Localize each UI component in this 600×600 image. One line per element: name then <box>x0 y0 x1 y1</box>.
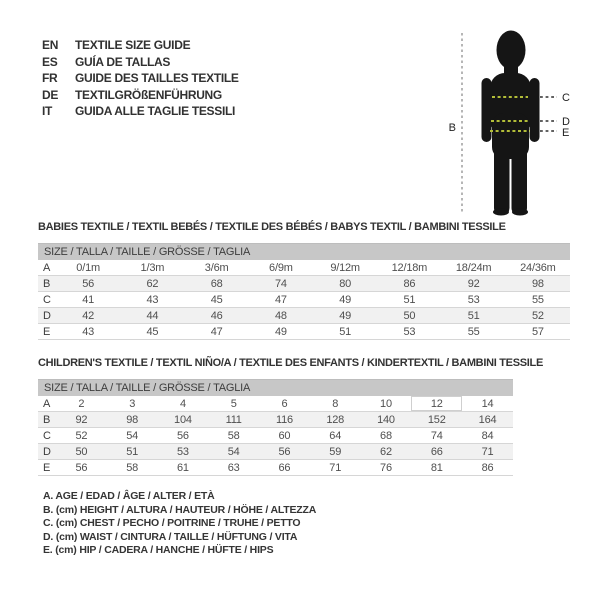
table-cell: 68 <box>361 428 412 444</box>
legend-item: D. (cm) WAIST / CINTURA / TAILLE / HÜFTUNG / VITA <box>43 530 298 543</box>
table-cell: 80 <box>313 276 377 292</box>
table-cell: 3/6m <box>185 260 249 276</box>
table-cell: 59 <box>310 444 361 460</box>
table-row-B <box>38 276 570 292</box>
table-cell: 3 <box>107 396 158 412</box>
table-cell: 56 <box>259 444 310 460</box>
table-cell: 74 <box>411 428 462 444</box>
table-cell: 48 <box>249 308 313 324</box>
height-label: B <box>448 122 456 134</box>
table-cell: 51 <box>107 444 158 460</box>
table-cell: 56 <box>56 276 120 292</box>
table-cell: 58 <box>208 428 259 444</box>
table-cell: 53 <box>158 444 209 460</box>
table-cell: 0/1m <box>56 260 120 276</box>
table-cell: 98 <box>107 412 158 428</box>
measurement-legend <box>43 490 316 558</box>
table-cell: 55 <box>442 324 506 340</box>
children-table-title: CHILDREN'S TEXTILE / TEXTIL NIÑO/A / TEXTILE DES ENFANTS / KINDERTEXTIL / BAMBINI TESSILE <box>38 357 543 369</box>
table-cell: 68 <box>185 276 249 292</box>
legend-item: A. AGE / EDAD / ÂGE / ALTER / ETÀ <box>43 490 215 502</box>
row-label: D <box>38 444 56 460</box>
table-cell: 2 <box>56 396 107 412</box>
table-cell: 63 <box>208 460 259 476</box>
table-cell: 58 <box>107 460 158 476</box>
table-cell: 1/3m <box>120 260 184 276</box>
language-guide <box>42 37 239 120</box>
table-cell: 47 <box>249 292 313 308</box>
table-cell: 47 <box>185 324 249 340</box>
language-code: FR <box>42 71 58 86</box>
table-cell: 64 <box>310 428 361 444</box>
table-cell: 128 <box>310 412 361 428</box>
table-cell: 92 <box>442 276 506 292</box>
row-label: A <box>38 260 56 276</box>
table-cell: 18/24m <box>442 260 506 276</box>
table-header-cell: SIZE / TALLA / TAILLE / GRÖSSE / TAGLIA <box>38 380 513 397</box>
table-row-A <box>38 260 570 276</box>
table-cell: 45 <box>185 292 249 308</box>
table-row-C <box>38 292 570 308</box>
table-cell: 62 <box>120 276 184 292</box>
table-cell: 111 <box>208 412 259 428</box>
table-row-B <box>38 412 513 428</box>
table-cell: 98 <box>506 276 570 292</box>
table-cell: 53 <box>377 324 441 340</box>
table-cell: 6/9m <box>249 260 313 276</box>
babies-section <box>38 221 570 340</box>
table-row-D <box>38 444 513 460</box>
table-cell: 8 <box>310 396 361 412</box>
table-cell: 57 <box>506 324 570 340</box>
table-cell: 12 <box>411 396 462 412</box>
table-cell: 61 <box>158 460 209 476</box>
table-row-E <box>38 460 513 476</box>
table-cell: 51 <box>377 292 441 308</box>
table-cell: 66 <box>411 444 462 460</box>
row-label: B <box>38 412 56 428</box>
table-cell: 44 <box>120 308 184 324</box>
table-cell: 60 <box>259 428 310 444</box>
table-cell: 41 <box>56 292 120 308</box>
language-row <box>42 37 239 54</box>
table-cell: 81 <box>411 460 462 476</box>
child-silhouette <box>482 31 540 216</box>
table-cell: 56 <box>158 428 209 444</box>
table-cell: 76 <box>361 460 412 476</box>
children-size-table <box>38 379 513 476</box>
table-cell: 49 <box>313 308 377 324</box>
table-cell: 55 <box>506 292 570 308</box>
table-row-E <box>38 324 570 340</box>
language-label: GUIDE DES TAILLES TEXTILE <box>75 71 239 86</box>
table-cell: 52 <box>506 308 570 324</box>
language-label: TEXTILE SIZE GUIDE <box>75 38 191 53</box>
table-cell: 66 <box>259 460 310 476</box>
legend-item: B. (cm) HEIGHT / ALTURA / HAUTEUR / HÖHE / ALTEZZA <box>43 503 317 516</box>
babies-size-table <box>38 243 570 340</box>
row-label: C <box>38 428 56 444</box>
table-header-row <box>38 244 570 261</box>
table-cell: 152 <box>411 412 462 428</box>
language-code: EN <box>42 38 59 53</box>
table-cell: 43 <box>120 292 184 308</box>
table-cell: 46 <box>185 308 249 324</box>
legend-item: C. (cm) CHEST / PECHO / POITRINE / TRUHE / PETTO <box>43 517 301 530</box>
table-cell: 74 <box>249 276 313 292</box>
table-row-A <box>38 396 513 412</box>
table-cell: 12/18m <box>377 260 441 276</box>
waist-label: D <box>562 116 570 128</box>
chest-label: C <box>562 92 570 104</box>
language-label: GUIDA ALLE TAGLIE TESSILI <box>75 104 236 119</box>
row-label: A <box>38 396 56 412</box>
table-cell: 51 <box>313 324 377 340</box>
table-cell: 24/36m <box>506 260 570 276</box>
table-cell: 52 <box>56 428 107 444</box>
table-cell: 14 <box>462 396 513 412</box>
table-cell: 9/12m <box>313 260 377 276</box>
table-cell: 50 <box>377 308 441 324</box>
table-cell: 5 <box>208 396 259 412</box>
row-label: C <box>38 292 56 308</box>
table-cell: 86 <box>377 276 441 292</box>
table-header-cell: SIZE / TALLA / TAILLE / GRÖSSE / TAGLIA <box>38 244 570 261</box>
language-row <box>42 103 239 120</box>
table-cell: 164 <box>462 412 513 428</box>
language-row <box>42 70 239 87</box>
table-cell: 49 <box>313 292 377 308</box>
language-row <box>42 54 239 71</box>
table-cell: 49 <box>249 324 313 340</box>
table-cell: 51 <box>442 308 506 324</box>
table-cell: 54 <box>208 444 259 460</box>
legend-item: E. (cm) HIP / CADERA / HANCHE / HÜFTE / HIPS <box>43 544 274 557</box>
table-cell: 71 <box>462 444 513 460</box>
table-header-row <box>38 380 513 397</box>
language-label: TEXTILGRÖßENFÜHRUNG <box>75 87 222 102</box>
table-cell: 140 <box>361 412 412 428</box>
table-cell: 10 <box>361 396 412 412</box>
row-label: B <box>38 276 56 292</box>
table-cell: 56 <box>56 460 107 476</box>
table-cell: 42 <box>56 308 120 324</box>
language-label: GUÍA DE TALLAS <box>75 54 171 69</box>
children-section <box>38 357 543 476</box>
table-cell: 54 <box>107 428 158 444</box>
language-code: IT <box>42 104 53 119</box>
table-cell: 53 <box>442 292 506 308</box>
table-cell: 6 <box>259 396 310 412</box>
table-cell: 71 <box>310 460 361 476</box>
table-cell: 84 <box>462 428 513 444</box>
babies-table-title: BABIES TEXTILE / TEXTIL BEBÉS / TEXTILE DES BÉBÉS / BABYS TEXTIL / BAMBINI TESSILE <box>38 221 506 233</box>
table-cell: 116 <box>259 412 310 428</box>
table-cell: 50 <box>56 444 107 460</box>
language-row <box>42 87 239 104</box>
table-cell: 86 <box>462 460 513 476</box>
table-row-D <box>38 308 570 324</box>
row-label: D <box>38 308 56 324</box>
row-label: E <box>38 460 56 476</box>
table-cell: 104 <box>158 412 209 428</box>
language-code: DE <box>42 87 59 102</box>
table-row-C <box>38 428 513 444</box>
table-cell: 45 <box>120 324 184 340</box>
hip-label: E <box>562 127 570 139</box>
language-code: ES <box>42 54 58 69</box>
table-cell: 92 <box>56 412 107 428</box>
table-cell: 43 <box>56 324 120 340</box>
table-cell: 62 <box>361 444 412 460</box>
child-silhouette-figure <box>440 20 588 225</box>
row-label: E <box>38 324 56 340</box>
table-cell: 4 <box>158 396 209 412</box>
